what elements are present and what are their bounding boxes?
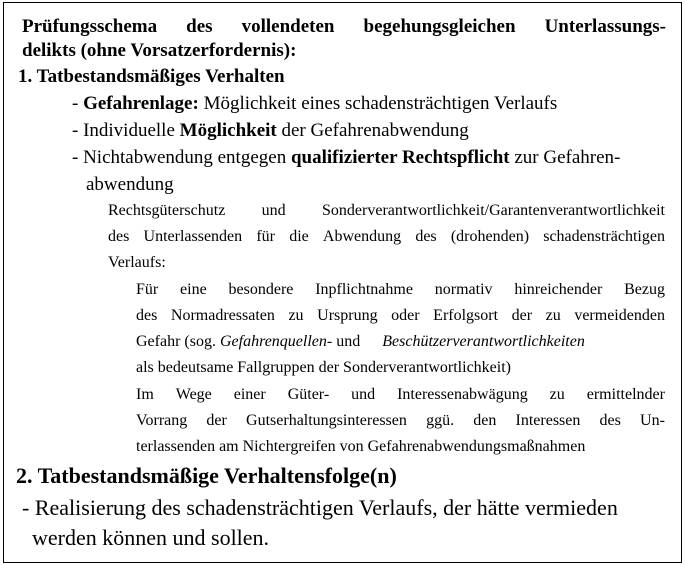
- word: Gutserhaltungsinteressen: [246, 412, 407, 429]
- word: vollendeten: [241, 16, 335, 37]
- document-box: [3, 2, 682, 563]
- section-1-heading: 1. Tatbestandsmäßiges Verhalten: [18, 66, 285, 87]
- word: oder: [391, 307, 420, 324]
- sub3-line-1: [136, 387, 665, 403]
- word: der: [206, 412, 227, 429]
- word: des: [186, 16, 213, 37]
- word: Abwendung: [322, 228, 402, 245]
- word: Prüfungsschema: [22, 16, 158, 37]
- word: der: [511, 307, 533, 324]
- item-nichtabwendung-cont: abwendung: [86, 174, 174, 195]
- word: Für: [136, 281, 159, 298]
- word: Inpflichtnahme: [315, 281, 413, 298]
- word: Vorrang: [136, 412, 188, 429]
- word: eine: [180, 281, 207, 298]
- word: Güter-: [287, 386, 330, 403]
- section-2-line-1: - Realisierung des schadensträchtigen Verlaufs, der hätte vermieden: [22, 495, 618, 520]
- sub1-line-1: [108, 203, 665, 219]
- section-2-heading: 2. Tatbestandsmäßige Verhaltensfolge(n): [16, 463, 397, 488]
- sub2-line-3: Gefahr (sog. Gefahrenquellen- und Beschützerverantwortlichkeiten: [136, 333, 585, 350]
- word: Ursprung: [317, 307, 378, 324]
- word: und: [351, 386, 376, 403]
- word: Interessenabwägung: [397, 386, 528, 403]
- word: zu: [288, 307, 304, 324]
- item-moeglichkeit: - Individuelle Möglichkeit der Gefahrenabwendung: [72, 120, 469, 141]
- word: Bezug: [624, 281, 665, 298]
- word: des: [415, 228, 437, 245]
- word: vermeidenden: [574, 307, 665, 324]
- word: Unterlassenden: [143, 228, 243, 245]
- sub2-line-4: als bedeutsame Fallgruppen der Sonderverantwortlichkeit): [136, 359, 511, 376]
- word: Un-: [640, 412, 665, 429]
- sub1-line-3: Verlaufs:: [108, 254, 166, 271]
- word: Interessen: [515, 412, 581, 429]
- word: zu: [545, 307, 561, 324]
- item-gefahrenlage: - Gefahrenlage: Möglichkeit eines schadensträchtigen Verlaufs: [72, 93, 558, 114]
- word: Sonderverantwortlichkeit/Garantenverantwortlichkeit: [322, 202, 665, 219]
- word: ggü.: [426, 412, 455, 429]
- sub2-line-1: [136, 282, 665, 298]
- word: Wege: [175, 386, 212, 403]
- word: hinreichender: [514, 281, 603, 298]
- word: des: [136, 307, 158, 324]
- word: Unterlassungs-: [544, 16, 666, 37]
- word: Normadressaten: [170, 307, 275, 324]
- item-nichtabwendung: - Nichtabwendung entgegen qualifizierter Rechtspflicht zur Gefahren-: [72, 147, 621, 168]
- word: des: [599, 412, 621, 429]
- title-line-2: delikts (ohne Vorsatzerfordernis):: [22, 40, 297, 61]
- section-2-line-2: werden können und sollen.: [32, 525, 270, 550]
- word: die: [289, 228, 309, 245]
- word: schadensträchtigen: [543, 228, 665, 245]
- sub3-line-2: [136, 413, 665, 429]
- word: Im: [136, 386, 154, 403]
- word: besondere: [228, 281, 294, 298]
- title-line-1: [22, 17, 666, 36]
- word: ermittelnder: [586, 386, 665, 403]
- sub3-line-3: terlassenden am Nichtergreifen von Gefahrenabwendungsmaßnahmen: [136, 438, 586, 455]
- word: (drohenden): [450, 228, 530, 245]
- word: einer: [233, 386, 266, 403]
- sub2-line-2: [136, 308, 665, 324]
- word: für: [256, 228, 275, 245]
- word: des: [108, 228, 130, 245]
- word: normativ: [434, 281, 493, 298]
- word: Rechtsgüterschutz: [108, 202, 226, 219]
- word: zu: [549, 386, 565, 403]
- sub1-line-2: [108, 229, 665, 245]
- word: begehungsgleichen: [363, 16, 516, 37]
- word: den: [473, 412, 497, 429]
- word: und: [261, 202, 286, 219]
- word: Erfolgsort: [433, 307, 499, 324]
